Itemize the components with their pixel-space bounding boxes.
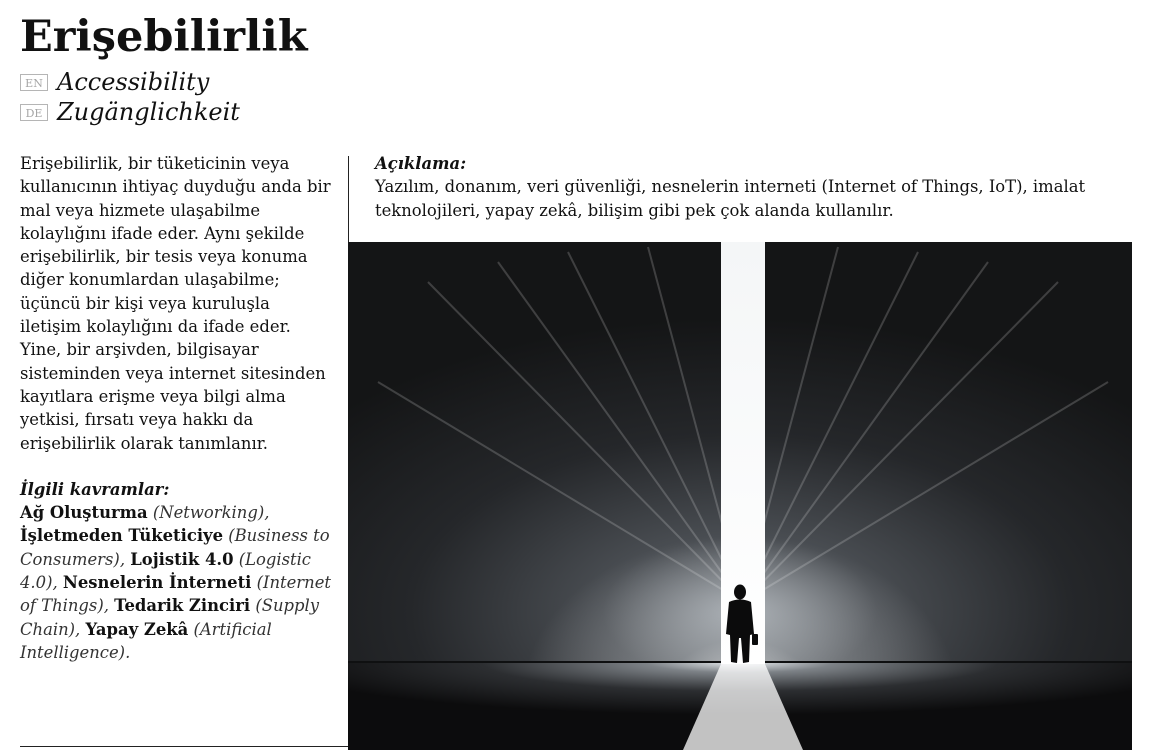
related-term: Nesnelerin İnterneti xyxy=(62,573,252,593)
page-title: Erişebilirlik xyxy=(20,12,308,62)
translation-de xyxy=(20,97,240,127)
description-text: Yazılım, donanım, veri güvenliği, nesnelerin interneti (Internet of Things, IoT), imalat teknolojileri, yapay zekâ, bilişim gibi pek çok alanda kullanılır. xyxy=(375,177,1086,220)
description-heading: Açıklama: xyxy=(375,154,467,173)
related-term-english: (Networking), xyxy=(152,503,270,523)
related-term: Tedarik Zinciri xyxy=(114,596,251,616)
related-term-english: (Logistic 4.0), xyxy=(20,549,311,593)
related-term: Yapay Zekâ xyxy=(85,619,189,639)
related-term-english: (Artificial Intelligence). xyxy=(20,619,272,662)
translation-en xyxy=(20,67,209,97)
related-concepts-list xyxy=(20,501,332,664)
related-term-english: (Supply Chain), xyxy=(20,596,319,639)
related-concepts-heading: İlgili kavramlar: xyxy=(20,479,170,499)
translation-en-text: Accessibility xyxy=(57,68,210,96)
bottom-rule xyxy=(20,746,348,747)
related-term-english: (Business to Consumers), xyxy=(20,526,330,569)
lang-badge-en: EN xyxy=(20,74,48,91)
related-term-english: (Internet of Things), xyxy=(20,573,331,616)
definition-paragraph: Erişebilirlik, bir tüketicinin veya kullanıcının ihtiyaç duyduğu anda bir mal veya hizmete ulaşabilme kolaylığını ifade eder. Aynı şekilde erişebilirlik, bir tesis veya konuma diğer konumlardan ulaşabilme; üçüncü bir kişi veya kuruluşla iletişim kolaylığını da ifade eder. Yine, bir arşivden, bilgisayar sisteminden veya internet sitesinden kayıtlara erişme veya bilgi alma yetkisi, fırsatı veya hakkı da erişebilirlik olarak tanımlanır. xyxy=(20,154,331,453)
related-term: Lojistik 4.0 xyxy=(130,549,234,569)
related-term: Ağ Oluşturma xyxy=(20,503,148,523)
lang-badge-de: DE xyxy=(20,104,48,121)
left-column xyxy=(20,152,332,664)
related-term: İşletmeden Tüketiciye xyxy=(20,526,223,546)
translation-de-text: Zugänglichkeit xyxy=(57,98,240,126)
door-light-photo xyxy=(348,242,1132,750)
description-block xyxy=(375,152,1135,222)
